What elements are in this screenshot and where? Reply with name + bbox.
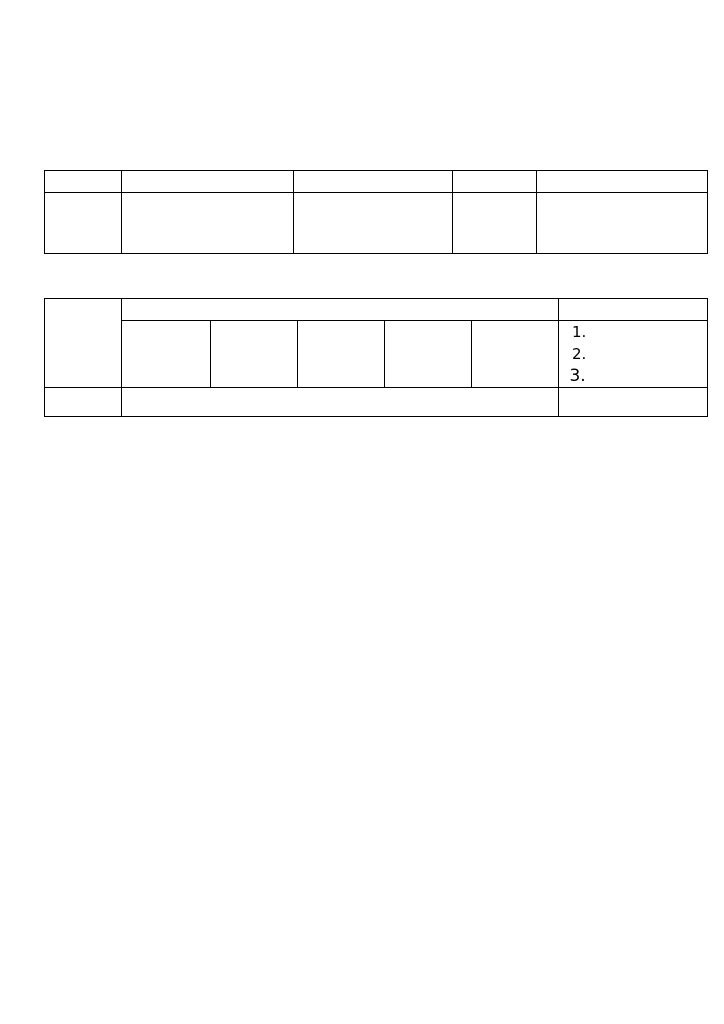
note-item <box>591 321 703 343</box>
header-note <box>537 171 708 193</box>
notes-cell <box>559 321 708 388</box>
host-cell <box>294 193 453 254</box>
class-group-2 <box>211 321 298 388</box>
header-host <box>294 171 453 193</box>
note-item <box>591 343 703 365</box>
header-location <box>453 171 537 193</box>
note-cell <box>537 193 708 254</box>
time-cell <box>45 388 122 417</box>
header-activity <box>122 171 294 193</box>
empty-note-cell <box>559 388 708 417</box>
time-cell <box>45 193 122 254</box>
header-time <box>45 299 122 388</box>
header-note <box>559 299 708 321</box>
class-group-1 <box>122 321 211 388</box>
header-class <box>122 299 559 321</box>
dismissal-cell <box>122 388 559 417</box>
header-time <box>45 171 122 193</box>
morning-schedule-table <box>44 170 708 254</box>
class-group-5 <box>472 321 559 388</box>
activity-cell <box>122 193 294 254</box>
class-group-3 <box>298 321 385 388</box>
class-group-4 <box>385 321 472 388</box>
class-schedule-table <box>44 298 708 417</box>
location-cell <box>453 193 537 254</box>
note-item <box>591 365 703 387</box>
